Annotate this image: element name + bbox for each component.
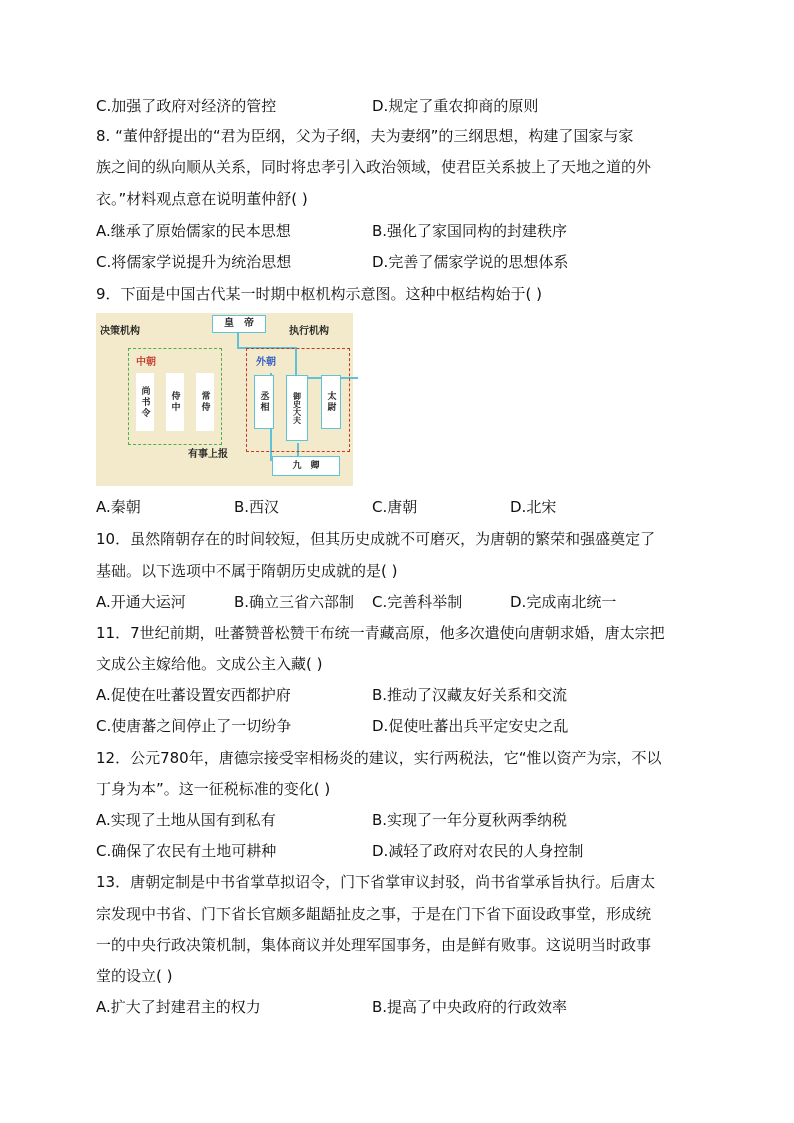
option-12b: B.实现了一年分夏秋两季纳税: [372, 811, 568, 829]
option-8d: D.完善了儒家学说的思想体系: [372, 253, 569, 271]
changshi-box: 常侍: [196, 373, 214, 431]
option-8a: A.继承了原始儒家的民本思想: [96, 222, 291, 240]
yushidafu-box: 御史大夫: [286, 375, 308, 441]
central-institution-diagram: [96, 313, 353, 486]
option-11d: D.促使吐蕃出兵平定安史之乱: [372, 717, 569, 735]
question-8-line-1: 8. “董仲舒提出的“君为臣纲，父为子纲，夫为妻纲”的三纲思想，构建了国家与家: [96, 127, 634, 145]
option-12a: A.实现了土地从国有到私有: [96, 811, 276, 829]
report-label: 有事上报: [188, 449, 228, 460]
option-12d: D.减轻了政府对农民的人身控制: [372, 842, 584, 860]
chengxiang-box: 丞相: [254, 375, 274, 429]
question-12-line-2: 丁身为本”。这一征税标准的变化( ): [96, 780, 331, 798]
option-10d: D.完成南北统一: [510, 593, 617, 611]
option-8c: C.将儒家学说提升为统治思想: [96, 253, 292, 271]
decision-label: 决策机构: [100, 326, 140, 337]
option-9a: A.秦朝: [96, 498, 141, 516]
option-12c: C.确保了农民有土地可耕种: [96, 842, 277, 860]
question-13-line-1: 13．唐朝定制是中书省掌草拟诏令，门下省掌审议封驳，尚书省掌承旨执行。后唐太: [96, 873, 656, 891]
inner-court-label: 中朝: [136, 357, 156, 368]
emperor-box: 皇 帝: [212, 315, 266, 333]
question-9-line-1: 9．下面是中国古代某一时期中枢机构示意图。这种中枢结构始于( ): [96, 285, 543, 303]
option-9b: B.西汉: [234, 498, 280, 516]
question-11-line-1: 11．7世纪前期，吐蕃赞普松赞干布统一青藏高原，他多次遣使向唐朝求婚，唐太宗把: [96, 624, 665, 642]
option-10a: A.开通大运河: [96, 593, 186, 611]
option-11c: C.使唐蕃之间停止了一切纷争: [96, 717, 292, 735]
option-7c: C.加强了政府对经济的管控: [96, 97, 277, 115]
option-13a: A.扩大了封建君主的权力: [96, 998, 261, 1016]
option-8b: B.强化了家国同构的封建秩序: [372, 222, 568, 240]
outer-court-label: 外朝: [256, 357, 276, 368]
question-12-line-1: 12．公元780年，唐德宗接受宰相杨炎的建议，实行两税法，它“惟以资产为宗，不以: [96, 749, 662, 767]
option-13b: B.提高了中央政府的行政效率: [372, 998, 568, 1016]
option-9c: C.唐朝: [372, 498, 418, 516]
shizhong-box: 侍中: [166, 373, 184, 431]
execution-label: 执行机构: [289, 326, 329, 337]
question-8-line-2: 族之间的纵向顺从关系，同时将忠孝引入政治领域，使君臣关系披上了天地之道的外: [96, 158, 652, 176]
option-7d: D.规定了重农抑商的原则: [372, 97, 539, 115]
question-8-line-3: 衣。”材料观点意在说明董仲舒( ): [96, 190, 308, 208]
question-13-line-4: 堂的设立( ): [96, 967, 173, 985]
question-13-line-2: 宗发现中书省、门下省长官颇多龃龉扯皮之事，于是在门下省下面设政事堂，形成统: [96, 905, 652, 923]
jiuqing-box: 九 卿: [272, 456, 340, 476]
option-11a: A.促使在吐蕃设置安西都护府: [96, 686, 291, 704]
question-11-line-2: 文成公主嫁给他。文成公主入藏( ): [96, 655, 323, 673]
question-13-line-3: 一的中央行政决策机制，集体商议并处理军国事务，由是鲜有败事。这说明当时政事: [96, 936, 652, 954]
option-9d: D.北宋: [510, 498, 557, 516]
question-10-line-1: 10．虽然隋朝存在的时间较短，但其历史成就不可磨灭，为唐朝的繁荣和强盛奠定了: [96, 530, 656, 548]
taiwei-box: 太尉: [321, 375, 341, 429]
option-10b: B.确立三省六部制: [234, 593, 355, 611]
option-10c: C.完善科举制: [372, 593, 463, 611]
option-11b: B.推动了汉藏友好关系和交流: [372, 686, 568, 704]
question-10-line-2: 基础。以下选项中不属于隋朝历史成就的是( ): [96, 562, 398, 580]
shangshuling-box: 尚书令: [136, 373, 154, 431]
